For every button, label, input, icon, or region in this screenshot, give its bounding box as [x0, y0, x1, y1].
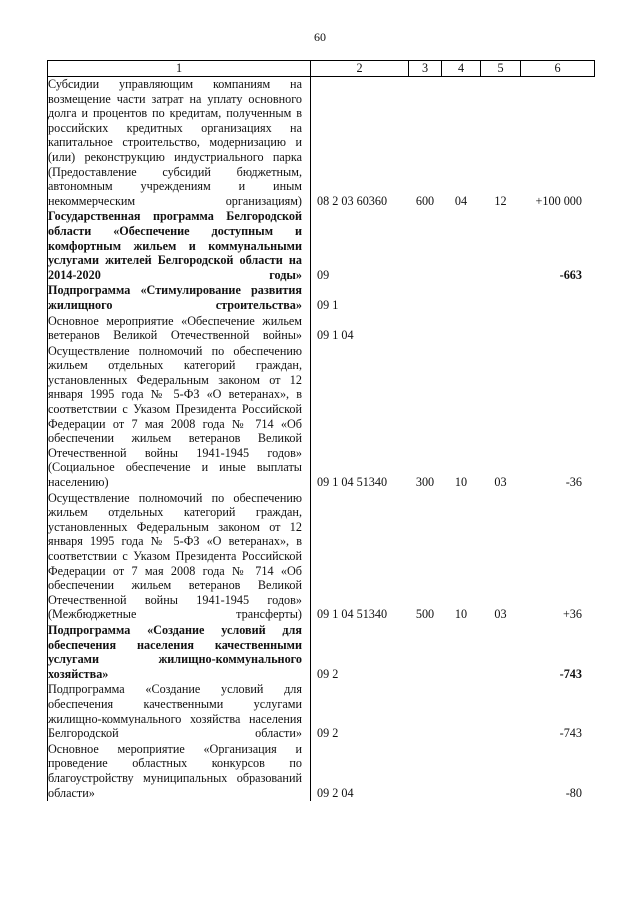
row-rz [442, 209, 481, 283]
row-sum: -743 [559, 666, 582, 681]
row-vr [409, 682, 442, 741]
column-header-name: 1 [48, 61, 311, 77]
row-sum: -80 [565, 785, 582, 800]
row-pr [481, 314, 521, 344]
table-row [48, 283, 595, 313]
row-name: Основное мероприятие «Обеспечение жильем ветеранов Великой Отечественной войны» [48, 314, 311, 344]
row-vr [409, 742, 442, 801]
row-pr [481, 742, 521, 801]
row-code: 09 1 04 51340 [317, 607, 388, 622]
table-row [48, 623, 595, 682]
row-vr: 600 [415, 193, 435, 208]
row-name: Основное мероприятие «Организация и проведение областных конкурсов по благоустройству муниципальных образований области» [48, 742, 311, 801]
row-rz [442, 623, 481, 682]
row-sum: +36 [562, 607, 582, 622]
row-pr: 12 [494, 193, 507, 208]
column-header-code: 2 [311, 61, 409, 77]
row-name: Субсидии управляющим компаниям на возмещение части затрат на уплату основного долга и процентов по кредитам, полученным в российских кредитных организациях на капитальное строительство, модернизацию и (или) реконструкцию индустриального парка (Предоставление субсидий бюджетным, автономным учреждениям и иным некоммерческим организациям) [48, 77, 311, 210]
row-sum [521, 314, 595, 344]
column-header-pr: 5 [481, 61, 521, 77]
row-vr: 300 [415, 475, 435, 490]
row-code: 09 2 04 [317, 785, 354, 800]
table-row [48, 491, 595, 623]
budget-table [47, 60, 595, 801]
table-row [48, 344, 595, 491]
column-header-sum: 6 [521, 61, 595, 77]
row-sum: -663 [559, 267, 582, 282]
row-rz: 04 [454, 193, 468, 208]
column-header-rz: 4 [442, 61, 481, 77]
row-rz [442, 682, 481, 741]
row-code: 09 1 [317, 297, 339, 312]
table-row [48, 314, 595, 344]
row-sum [521, 283, 595, 313]
table-header-row [48, 61, 595, 77]
row-code: 09 1 04 51340 [317, 475, 388, 490]
row-pr [481, 283, 521, 313]
table-row [48, 209, 595, 283]
row-rz: 10 [454, 607, 468, 622]
row-code: 08 2 03 60360 [317, 193, 388, 208]
row-code: 09 2 [317, 726, 339, 741]
row-name: Осуществление полномочий по обеспечению жильем отдельных категорий граждан, установленных Федеральным законом от 12 января 1995 года № 5-ФЗ «О ветеранах», в соответствии с Указом Президента Российской Федерации от 7 мая 2008 года № 714 «Об обеспечении жильем ветеранов Великой Отечественной войны 1941-1945 годов» (Межбюджетные трансферты) [48, 491, 311, 623]
row-vr [409, 623, 442, 682]
row-sum: -36 [565, 475, 582, 490]
table-row [48, 682, 595, 741]
row-code: 09 2 [317, 666, 339, 681]
page-number: 60 [314, 30, 326, 44]
row-vr [409, 314, 442, 344]
row-name: Государственная программа Белгородской области «Обеспечение доступным и комфортным жильем и коммунальными услугами жителей Белгородской области на 2014-2020 годы» [48, 209, 311, 283]
row-rz [442, 283, 481, 313]
row-pr [481, 682, 521, 741]
row-name: Подпрограмма «Создание условий для обеспечения качественными услугами жилищно-коммунального хозяйства населения Белгородской области» [48, 682, 311, 741]
row-vr: 500 [415, 607, 435, 622]
row-vr [409, 283, 442, 313]
row-code: 09 1 04 [317, 328, 354, 343]
row-sum: +100 000 [535, 193, 582, 208]
row-rz: 10 [454, 475, 468, 490]
row-pr: 03 [494, 475, 507, 490]
column-header-vr: 3 [409, 61, 442, 77]
row-name: Осуществление полномочий по обеспечению жильем отдельных категорий граждан, установленных Федеральным законом от 12 января 1995 года № 5-ФЗ «О ветеранах», в соответствии с Указом Президента Российской Федерации от 7 мая 2008 года № 714 «Об обеспечении жильем ветеранов Великой Отечественной войны 1941-1945 годов» (Социальное обеспечение и иные выплаты населению) [48, 344, 311, 491]
row-pr [481, 623, 521, 682]
row-name: Подпрограмма «Стимулирование развития жилищного строительства» [48, 283, 311, 313]
row-vr [409, 209, 442, 283]
table-row [48, 742, 595, 801]
table-row [48, 77, 595, 210]
row-pr [481, 209, 521, 283]
row-sum: -743 [559, 726, 582, 741]
row-name: Подпрограмма «Создание условий для обеспечения населения качественными услугами жилищно-коммунального хозяйства» [48, 623, 311, 682]
row-rz [442, 742, 481, 801]
row-code: 09 [317, 267, 330, 282]
row-pr: 03 [494, 607, 507, 622]
row-rz [442, 314, 481, 344]
